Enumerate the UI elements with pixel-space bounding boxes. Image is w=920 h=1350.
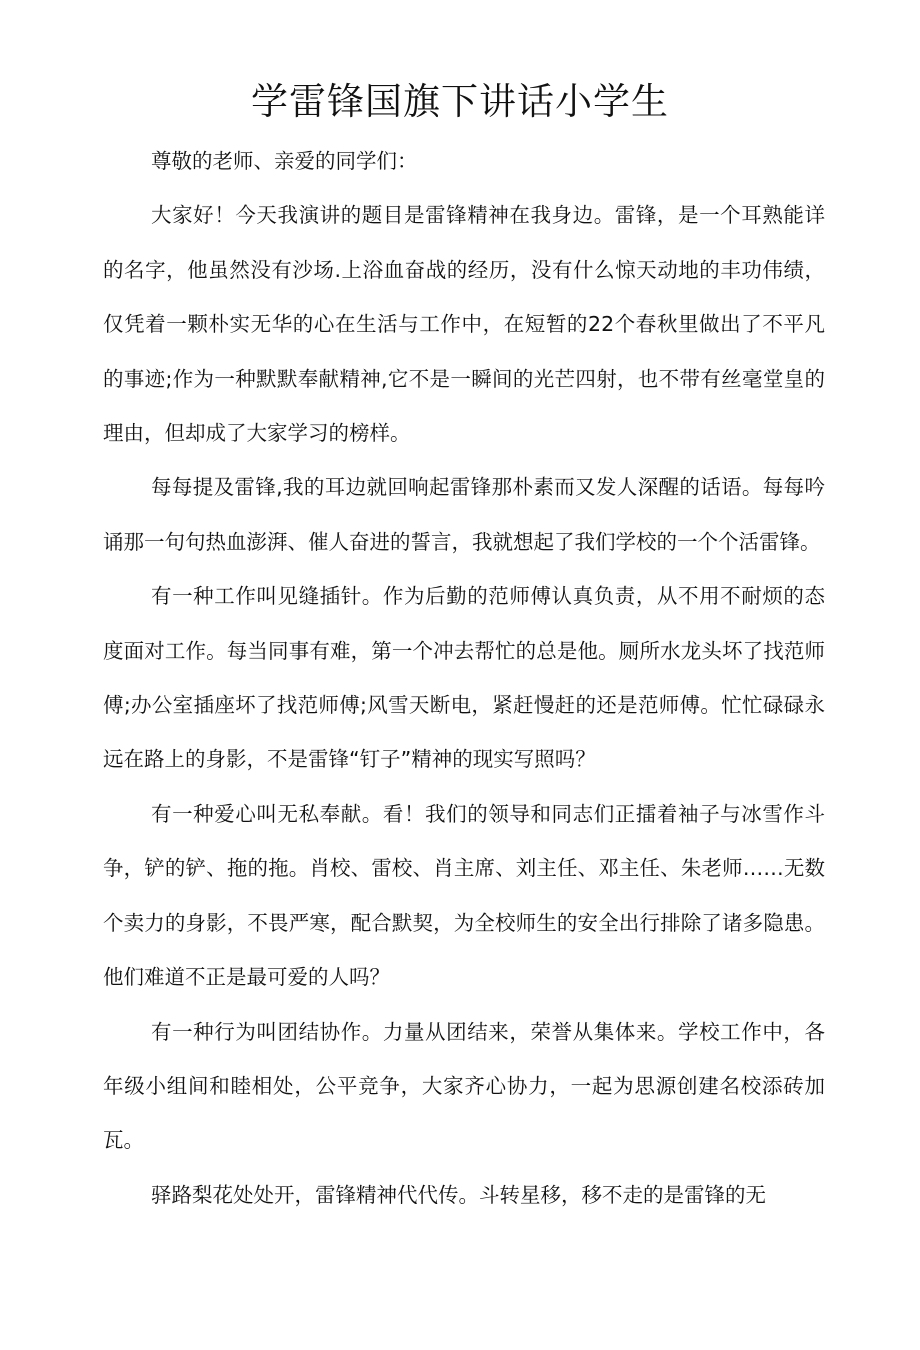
paragraph-4: 有一种爱心叫无私奉献。看！我们的领导和同志们正擂着袖子与冰雪作斗争，铲的铲、拖的拖。肖校、雷校、肖主席、刘主任、邓主任、朱老师……无数个卖力的身影，不畏严寒，配合默契，为全校师生的安全出行排除了诸多隐患。他们难道不正是最可爱的人吗？ (103, 801, 825, 990)
greeting: 尊敬的老师、亲爱的同学们： (151, 149, 418, 173)
paragraph-2: 每每提及雷锋,我的耳边就回响起雷锋那朴素而又发人深醒的话语。每每吟诵那一句句热血澎湃、催人奋进的誓言，我就想起了我们学校的一个个活雷锋。 (103, 475, 825, 554)
paragraph-6: 驿路梨花处处开，雷锋精神代代传。斗转星移，移不走的是雷锋的无 (151, 1182, 766, 1207)
paragraph-3: 有一种工作叫见缝插针。作为后勤的范师傅认真负责，从不用不耐烦的态度面对工作。每当同事有难，第一个冲去帮忙的总是他。厕所水龙头坏了找范师傅;办公室插座坏了找范师傅;风雪天断电，紧赶慢赶的还是范师傅。忙忙碌碌永远在路上的身影，不是雷锋“钉子”精神的现实写照吗？ (103, 584, 825, 772)
paragraph-5: 有一种行为叫团结协作。力量从团结来，荣誉从集体来。学校工作中，各年级小组间和睦相处，公平竞争，大家齐心协力，一起为思源创建名校添砖加瓦。 (103, 1019, 825, 1153)
paragraph-1: 大家好！今天我演讲的题目是雷锋精神在我身边。雷锋，是一个耳熟能详的名字，他虽然没有沙场.上浴血奋战的经历，没有什么惊天动地的丰功伟绩，仅凭着一颗朴实无华的心在生活与工作中，在短暂的22个春秋里做出了不平凡的事迹;作为一种默默奉献精神,它不是一瞬间的光芒四射，也不带有丝毫堂皇的理由，但却成了大家学习的榜样。 (103, 203, 825, 446)
document-body (103, 134, 825, 1222)
document-title: 学雷锋国旗下讲话小学生 (251, 80, 669, 123)
